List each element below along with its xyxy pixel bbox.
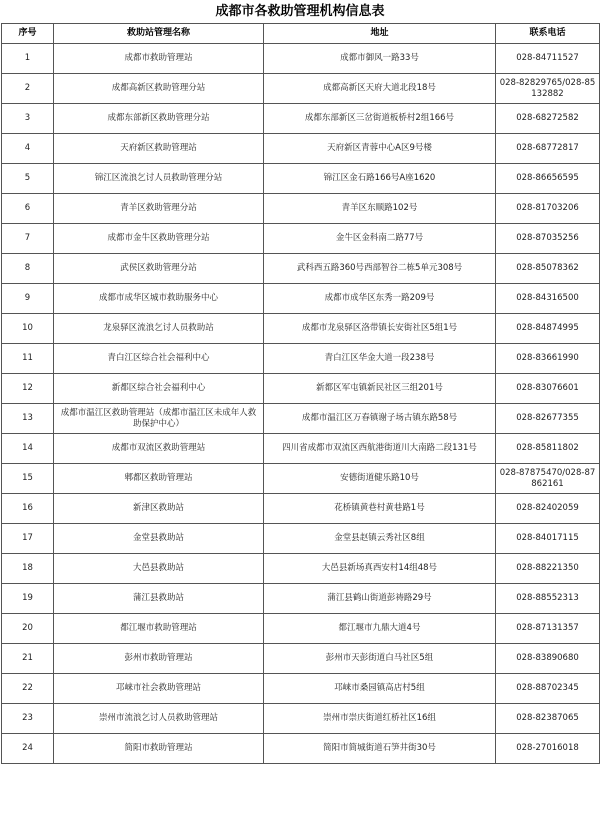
cell-name: 天府新区救助管理站 [54,134,264,164]
cell-phone: 028-84874995 [496,314,600,344]
cell-phone: 028-68772817 [496,134,600,164]
cell-index: 8 [2,254,54,284]
cell-name: 青白江区综合社会福利中心 [54,344,264,374]
cell-address: 花桥镇黄巷村黄巷路1号 [264,494,496,524]
cell-index: 10 [2,314,54,344]
cell-name: 龙泉驿区流浪乞讨人员救助站 [54,314,264,344]
cell-index: 16 [2,494,54,524]
cell-index: 24 [2,734,54,764]
cell-name: 新津区救助站 [54,494,264,524]
cell-address: 崇州市崇庆街道红桥社区16组 [264,704,496,734]
cell-index: 23 [2,704,54,734]
table-row [2,434,600,464]
cell-index: 4 [2,134,54,164]
table-row [2,644,600,674]
cell-phone: 028-82402059 [496,494,600,524]
cell-name: 成都市双流区救助管理站 [54,434,264,464]
cell-index: 9 [2,284,54,314]
cell-phone: 028-88221350 [496,554,600,584]
table-row [2,704,600,734]
cell-phone: 028-84316500 [496,284,600,314]
table-row [2,254,600,284]
cell-phone: 028-27016018 [496,734,600,764]
cell-phone: 028-82829765/028-85132882 [496,74,600,104]
cell-index: 11 [2,344,54,374]
cell-address: 四川省成都市双流区西航港街道川大南路二段131号 [264,434,496,464]
header-phone: 联系电话 [496,24,600,44]
cell-name: 简阳市救助管理站 [54,734,264,764]
cell-address: 成都东部新区三岔街道板桥村2组166号 [264,104,496,134]
cell-phone: 028-87035256 [496,224,600,254]
cell-address: 成都市温江区万春镇谢子场古镇东路58号 [264,404,496,434]
cell-index: 17 [2,524,54,554]
table-title: 成都市各救助管理机构信息表 [215,4,385,19]
cell-phone: 028-85811802 [496,434,600,464]
cell-name: 成都市金牛区救助管理分站 [54,224,264,254]
header-index: 序号 [2,24,54,44]
cell-index: 13 [2,404,54,434]
cell-index: 19 [2,584,54,614]
cell-address: 成都高新区天府大道北段18号 [264,74,496,104]
table-row [2,674,600,704]
cell-index: 12 [2,374,54,404]
cell-address: 天府新区青蓉中心A区9号楼 [264,134,496,164]
cell-address: 青白江区华金大道一段238号 [264,344,496,374]
cell-name: 都江堰市救助管理站 [54,614,264,644]
cell-index: 7 [2,224,54,254]
cell-name: 青羊区救助管理分站 [54,194,264,224]
cell-index: 2 [2,74,54,104]
table-row [2,584,600,614]
table-row [2,494,600,524]
table-row [2,554,600,584]
table-row [2,344,600,374]
table-row [2,464,600,494]
cell-phone: 028-86656595 [496,164,600,194]
cell-address: 成都市成华区东秀一路209号 [264,284,496,314]
cell-phone: 028-82677355 [496,404,600,434]
cell-name: 蒲江县救助站 [54,584,264,614]
cell-index: 20 [2,614,54,644]
cell-index: 15 [2,464,54,494]
cell-phone: 028-88552313 [496,584,600,614]
cell-name: 成都高新区救助管理分站 [54,74,264,104]
cell-address: 成都市龙泉驿区洛带镇长安街社区5组1号 [264,314,496,344]
cell-phone: 028-85078362 [496,254,600,284]
table-row [2,524,600,554]
cell-phone: 028-88702345 [496,674,600,704]
cell-address: 都江堰市九鼎大道4号 [264,614,496,644]
header-row [2,24,600,44]
cell-name: 大邑县救助站 [54,554,264,584]
cell-index: 22 [2,674,54,704]
cell-index: 6 [2,194,54,224]
cell-phone: 028-84711527 [496,44,600,74]
cell-phone: 028-87131357 [496,614,600,644]
cell-name: 郫都区救助管理站 [54,464,264,494]
header-name: 救助站管理名称 [54,24,264,44]
table-row [2,614,600,644]
cell-name: 新都区综合社会福利中心 [54,374,264,404]
table-body [2,44,600,764]
table-row [2,134,600,164]
cell-address: 金牛区金科南二路77号 [264,224,496,254]
cell-name: 彭州市救助管理站 [54,644,264,674]
table-row [2,284,600,314]
cell-phone: 028-84017115 [496,524,600,554]
table-row [2,44,600,74]
cell-address: 新都区军屯镇新民社区三组201号 [264,374,496,404]
cell-address: 成都市御风一路33号 [264,44,496,74]
cell-phone: 028-83076601 [496,374,600,404]
cell-address: 简阳市简城街道石笋井街30号 [264,734,496,764]
cell-index: 1 [2,44,54,74]
cell-phone: 028-82387065 [496,704,600,734]
cell-name: 锦江区流浪乞讨人员救助管理分站 [54,164,264,194]
table-row [2,374,600,404]
cell-index: 3 [2,104,54,134]
cell-index: 14 [2,434,54,464]
cell-name: 成都市成华区城市救助服务中心 [54,284,264,314]
cell-index: 5 [2,164,54,194]
cell-address: 武科西五路360号西部智谷二栋5单元308号 [264,254,496,284]
cell-address: 蒲江县鹤山街道彭祷路29号 [264,584,496,614]
header-address: 地址 [264,24,496,44]
cell-phone: 028-83890680 [496,644,600,674]
cell-index: 18 [2,554,54,584]
cell-index: 21 [2,644,54,674]
table-row [2,104,600,134]
table-row [2,404,600,434]
cell-address: 彭州市天彭街道白马社区5组 [264,644,496,674]
cell-address: 大邑县新场真西安村14组48号 [264,554,496,584]
cell-address: 锦江区金石路166号A座1620 [264,164,496,194]
rescue-agency-table [1,23,600,764]
cell-address: 邛崃市桑园镇高店村5组 [264,674,496,704]
cell-address: 安德街道健乐路10号 [264,464,496,494]
cell-phone: 028-81703206 [496,194,600,224]
cell-name: 邛崃市社会救助管理站 [54,674,264,704]
table-row [2,314,600,344]
cell-address: 青羊区东顺路102号 [264,194,496,224]
cell-phone: 028-83661990 [496,344,600,374]
cell-name: 成都东部新区救助管理分站 [54,104,264,134]
cell-name: 武侯区救助管理分站 [54,254,264,284]
cell-name: 成都市救助管理站 [54,44,264,74]
table-row [2,74,600,104]
cell-name: 金堂县救助站 [54,524,264,554]
cell-address: 金堂县赵镇云秀社区8组 [264,524,496,554]
table-row [2,194,600,224]
cell-phone: 028-87875470/028-87862161 [496,464,600,494]
table-row [2,164,600,194]
cell-phone: 028-68272582 [496,104,600,134]
cell-name: 崇州市流浪乞讨人员救助管理站 [54,704,264,734]
table-row [2,734,600,764]
table-row [2,224,600,254]
cell-name: 成都市温江区救助管理站（成都市温江区未成年人救助保护中心） [54,404,264,434]
